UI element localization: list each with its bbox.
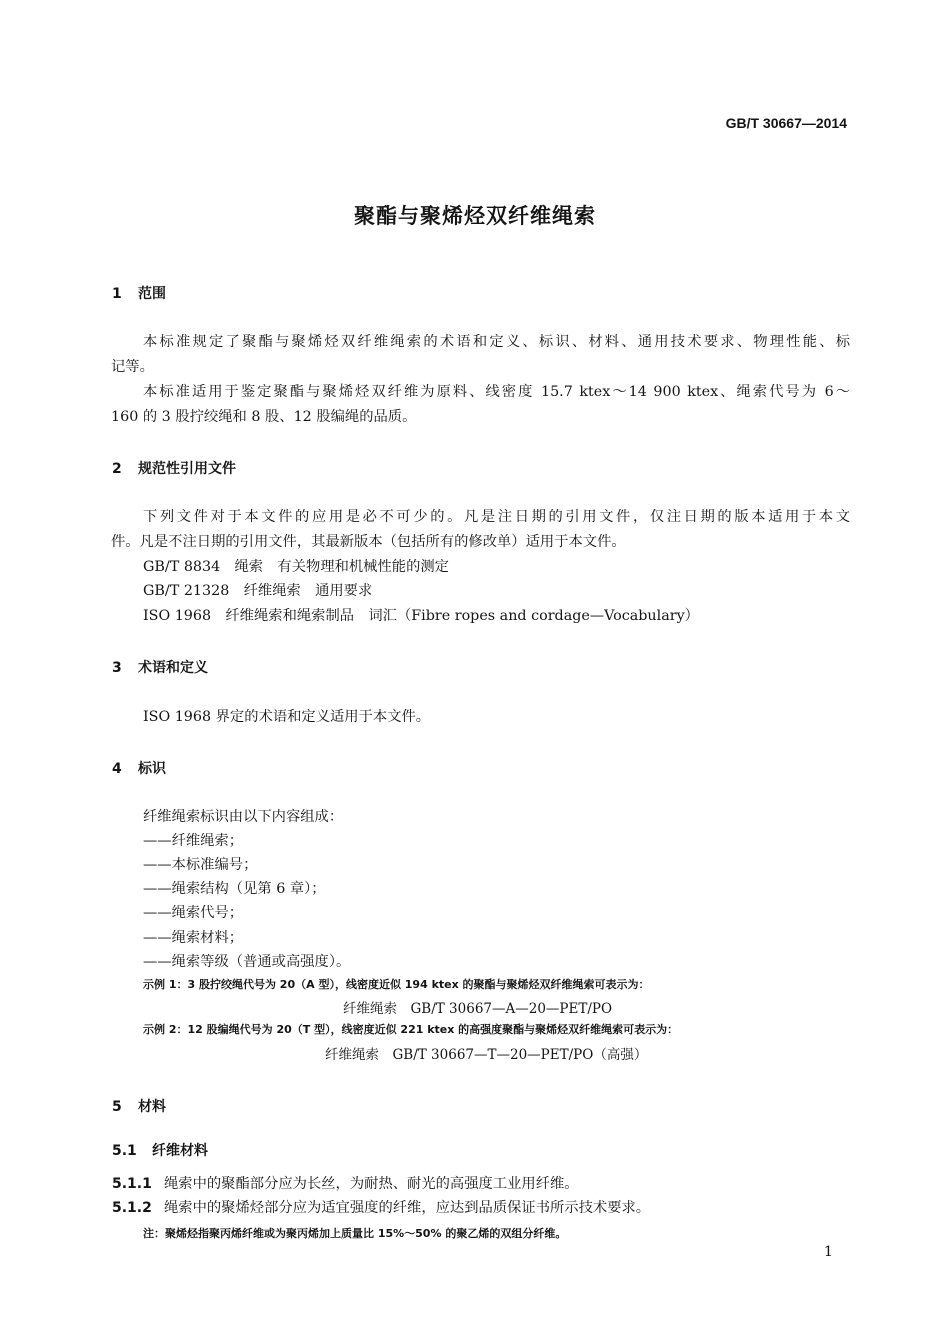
list-item: ——绳索材料；	[143, 930, 244, 946]
note: 注：聚烯烃指聚丙烯纤维或为聚丙烯加上质量比 15%～50% 的聚乙烯的双组分纤维。	[143, 1227, 567, 1240]
section-number: 4	[112, 761, 122, 777]
example-1-note: 示例 1：3 股拧绞绳代号为 20（A 型），线密度近似 194 ktex 的聚酯与聚烯烃双纤维绳索可表示为：	[143, 978, 650, 991]
reference-item: ISO 1968 纤维绳索和绳索制品 词汇（Fibre ropes and cordage—Vocabulary）	[143, 608, 699, 624]
section-4-heading	[112, 758, 166, 778]
page-number: 1	[823, 1244, 833, 1260]
clause-5-1-2	[112, 1197, 650, 1217]
section-3-heading	[112, 657, 208, 677]
list-item: ——绳索等级（普通或高强度）。	[143, 954, 351, 970]
section-number: 3	[112, 660, 122, 676]
reference-item: GB/T 21328 纤维绳索 通用要求	[143, 583, 373, 599]
section-5-heading	[112, 1096, 166, 1116]
example-2-code: 纤维绳索 GB/T 30667—T—20—PET/PO（高强）	[325, 1047, 648, 1063]
section-title: 术语和定义	[138, 660, 208, 676]
paragraph-line: 下列文件对于本文件的应用是必不可少的。凡是注日期的引用文件，仅注日期的版本适用于本文	[143, 509, 850, 525]
clause-text: 绳索中的聚酯部分应为长丝，为耐热、耐光的高强度工业用纤维。	[164, 1176, 579, 1192]
section-title: 范围	[138, 286, 166, 302]
section-number: 1	[112, 286, 122, 302]
list-item: ——本标准编号；	[143, 857, 258, 873]
section-number: 5	[112, 1099, 122, 1115]
paragraph-line: ISO 1968 界定的术语和定义适用于本文件。	[143, 709, 431, 725]
reference-item: GB/T 8834 绳索 有关物理和机械性能的测定	[143, 559, 449, 575]
section-title: 材料	[138, 1099, 166, 1115]
list-item: ——绳索代号；	[143, 905, 244, 921]
subsection-title: 纤维材料	[152, 1143, 208, 1159]
paragraph-line: 160 的 3 股拧绞绳和 8 股、12 股编绳的品质。	[111, 409, 417, 425]
clause-text: 绳索中的聚烯烃部分应为适宜强度的纤维，应达到品质保证书所示技术要求。	[164, 1200, 651, 1216]
section-title: 标识	[138, 761, 166, 777]
example-2-note: 示例 2：12 股编绳代号为 20（T 型），线密度近似 221 ktex 的高强度聚酯与聚烯烃双纤维绳索可表示为：	[143, 1023, 679, 1036]
section-number: 2	[112, 461, 122, 477]
standard-number: GB/T 30667—2014	[725, 115, 847, 131]
clause-5-1-1	[112, 1173, 579, 1193]
list-item: ——纤维绳索；	[143, 833, 244, 849]
document-title: 聚酯与聚烯烃双纤维绳索	[354, 204, 596, 228]
paragraph-line: 本标准规定了聚酯与聚烯烃双纤维绳索的术语和定义、标识、材料、通用技术要求、物理性能、标	[143, 334, 850, 350]
clause-number: 5.1.1	[112, 1176, 152, 1192]
paragraph-line: 纤维绳索标识由以下内容组成：	[143, 809, 344, 825]
subsection-5-1-heading	[112, 1140, 208, 1160]
subsection-number: 5.1	[112, 1143, 137, 1159]
section-2-heading	[112, 458, 236, 478]
clause-number: 5.1.2	[112, 1200, 152, 1216]
list-item: ——绳索结构（见第 6 章）；	[143, 881, 326, 897]
paragraph-line: 件。凡是不注日期的引用文件，其最新版本（包括所有的修改单）适用于本文件。	[111, 534, 626, 550]
paragraph-line: 记等。	[111, 359, 154, 375]
paragraph-line: 本标准适用于鉴定聚酯与聚烯烃双纤维为原料、线密度 15.7 ktex～14 900 ktex、绳索代号为 6～	[143, 384, 850, 400]
section-1-heading	[112, 283, 166, 303]
section-title: 规范性引用文件	[138, 461, 236, 477]
example-1-code: 纤维绳索 GB/T 30667—A—20—PET/PO	[343, 1001, 613, 1017]
